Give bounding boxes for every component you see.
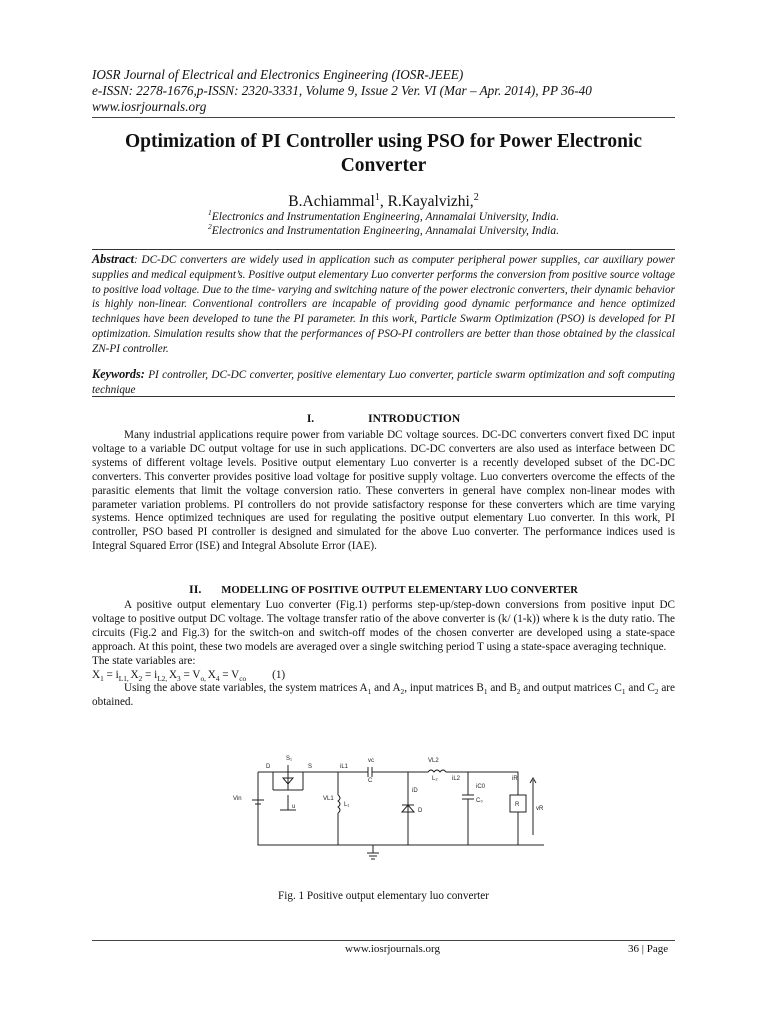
journal-header xyxy=(92,67,692,115)
abstract-label: Abstract xyxy=(92,252,134,266)
label-ir: iR xyxy=(512,776,518,782)
inductor-l2 xyxy=(408,770,468,772)
eq-v1: = V xyxy=(180,668,201,681)
eq-sub-l2: L2, xyxy=(157,674,169,683)
para2-sub-b2: 2 xyxy=(516,688,521,697)
label-vin: Vin xyxy=(233,796,242,802)
author-line xyxy=(92,193,675,211)
journal-issn: e-ISSN: 2278-1676,p-ISSN: 2320-3331, Volume 9, Issue 2 Ver. VI (Mar – Apr. 2014), PP 36-40 xyxy=(92,83,592,98)
equation-1 xyxy=(92,669,675,683)
label-ic0: iC0 xyxy=(476,784,486,790)
ground-symbol xyxy=(367,845,379,859)
eq-v2: = V xyxy=(219,668,240,681)
section-1-heading xyxy=(92,413,675,425)
affiliations xyxy=(92,210,675,238)
affiliation-1-sup: 1 xyxy=(208,208,212,218)
para2-d: and B xyxy=(487,682,517,695)
ground-rail xyxy=(258,772,544,845)
author-separator: , xyxy=(379,193,388,210)
label-r: R xyxy=(515,802,520,808)
section-2-heading xyxy=(92,582,675,597)
footer-page-number: 36 | Page xyxy=(628,943,669,955)
affiliation-2-sup: 2 xyxy=(208,222,212,232)
footer-rule xyxy=(92,940,675,941)
state-variables-intro: The state variables are: xyxy=(92,654,196,667)
para2-c: , input matrices B xyxy=(404,682,484,695)
label-c: C xyxy=(368,778,373,784)
label-d-left: D xyxy=(266,764,271,770)
eq-sub-3: 3 xyxy=(177,674,181,683)
eq-x3: X xyxy=(168,668,178,681)
eq-sub-1: 1 xyxy=(100,674,104,683)
eq-sub-2: 2 xyxy=(138,674,143,683)
para2-e: and output matrices C xyxy=(520,682,622,695)
label-c0: C₀ xyxy=(476,798,483,804)
label-vl2: VL2 xyxy=(428,758,439,764)
label-vr: vR xyxy=(536,806,544,812)
author-2-sup: 2 xyxy=(473,191,479,203)
label-il1: iL1 xyxy=(340,764,349,770)
eq-sub-4: 4 xyxy=(215,674,220,683)
label-vl1: VL1 xyxy=(323,796,334,802)
eq-x1: X xyxy=(92,668,101,681)
affiliation-2-text: Electronics and Instrumentation Engineering, Annamalai University, India. xyxy=(211,225,559,237)
label-d-mid: D xyxy=(418,808,423,814)
para2-b: and A xyxy=(371,682,401,695)
paper-title: Optimization of PI Controller using PSO for Power Electronic Converter xyxy=(124,131,643,176)
capacitor-c0 xyxy=(462,772,474,845)
label-s1: S₁ xyxy=(286,756,293,762)
label-id: iD xyxy=(412,788,418,794)
luo-converter-circuit-diagram xyxy=(228,750,544,860)
figure-caption: Fig. 1 Positive output elementary luo converter xyxy=(278,890,489,902)
eq-x4: X xyxy=(207,668,216,681)
capacitor-c xyxy=(363,767,408,777)
eq-sub-o: o, xyxy=(200,674,208,683)
abstract-text: : DC-DC converters are widely used in application such as computer peripheral power supplies, car auxiliary power supplies and medical equipment’s. Positive output elementary Luo converter performs the conversion from positive source voltage to positive load voltage. Due to the time- varying and switching nature of the power electronic converters, their dynamic behavior is highly non-linear. Conventional controllers are incapable of providing good dynamic performance and hence optimized techniques have been developed to tune the PI parameter. In this work, Particle Swarm Optimization (PSO) is developed for PI optimization. Simulation results show that the performances of PSO-PI controllers are better than those obtained by the classical ZN-PI controller. xyxy=(92,254,675,355)
label-u: u xyxy=(292,804,296,810)
resistor-r xyxy=(468,772,526,845)
footer-url: www.iosrjournals.org xyxy=(345,943,441,955)
affiliation-1-text: Electronics and Instrumentation Engineering, Annamalai University, India. xyxy=(211,211,559,223)
header-rule xyxy=(92,117,675,118)
keywords xyxy=(92,367,675,398)
author-1-sup: 1 xyxy=(374,191,380,203)
para2-sub-a1: 1 xyxy=(367,688,372,697)
affiliation-2 xyxy=(92,224,675,238)
para2-sub-c1: 1 xyxy=(621,688,626,697)
section-2-para-1: A positive output elementary Luo converter (Fig.1) performs step-up/step-down conversions from positive input DC voltage to positive output DC voltage. The voltage transfer ratio of the above converter is (k/ (1-k)) where k is the duty ratio. The circuits (Fig.2 and Fig.3) for the switch-on and switch-off modes of the chosen converter are developed using a state-space approach. At this point, these two models are averaged over a single switching period T using a state-space averaging technique. xyxy=(92,599,675,653)
journal-url: www.iosrjournals.org xyxy=(92,99,207,114)
author-1: B.Achiammal xyxy=(288,193,375,210)
label-l2: L₂ xyxy=(432,776,438,782)
para2-a: Using the above state variables, the system matrices A xyxy=(124,682,368,695)
section-2-number: II. xyxy=(189,582,202,596)
section-1-title: INTRODUCTION xyxy=(368,413,461,425)
equation-number: (1) xyxy=(272,668,286,681)
affiliation-1 xyxy=(92,210,675,224)
label-l1: L₁ xyxy=(344,802,350,808)
section-1-body: Many industrial applications require power from variable DC voltage sources. DC-DC converters convert fixed DC input voltage to a variable DC output voltage for use in such applications. DC-DC converters are also used as interface between DC systems of different voltage levels. Positive output elementary Luo converter is a recently developed subset of the DC-DC converters. This converter provides positive load voltage for positive supply voltage. Luo converters overcome the effects of the parasitic elements that limit the voltage conversion ratio. These converters in general have complex non-linear modes with parameter variation problems. PI controllers do not provide satisfactory response for these converters which are time varying systems. Hence optimized techniques are used for regulating the positive output elementary Luo converter. In this work, PI controller, PSO based PI controller is designed and simulated for the above Luo converter. The performance indices used is Integral Squared Error (ISE) and Integral Absolute Error (IAE). xyxy=(92,429,675,553)
journal-name: IOSR Journal of Electrical and Electronics Engineering (IOSR-JEEE) xyxy=(92,67,464,82)
eq-x2: X xyxy=(130,668,139,681)
keywords-text: PI controller, DC-DC converter, positive elementary Luo converter, particle swarm optimization and soft computing technique xyxy=(92,369,675,396)
eq-sub-l1: L1, xyxy=(118,674,131,683)
keywords-label: Keywords: xyxy=(92,367,145,381)
label-s: S xyxy=(308,764,313,770)
abstract xyxy=(92,252,675,357)
para2-sub-a2: 2 xyxy=(400,688,405,697)
section-2-title: MODELLING OF POSITIVE OUTPUT ELEMENTARY LUO CONVERTER xyxy=(221,585,578,596)
para2-g: are obtained. xyxy=(92,682,675,709)
para2-f: and C xyxy=(625,682,655,695)
label-il2: iL2 xyxy=(452,776,461,782)
eq-i2: = i xyxy=(142,668,158,681)
eq-i1: = i xyxy=(103,668,119,681)
section-2-body xyxy=(92,599,675,710)
inductor-l1 xyxy=(338,772,340,845)
label-vc: vc xyxy=(368,758,374,764)
para2-sub-b1: 1 xyxy=(483,688,488,697)
section-2-para-2 xyxy=(92,682,675,710)
para2-sub-c2: 2 xyxy=(654,688,659,697)
author-2: R.Kayalvizhi, xyxy=(387,193,474,210)
section-1-number: I. xyxy=(306,413,315,425)
eq-sub-co: co xyxy=(239,674,247,683)
